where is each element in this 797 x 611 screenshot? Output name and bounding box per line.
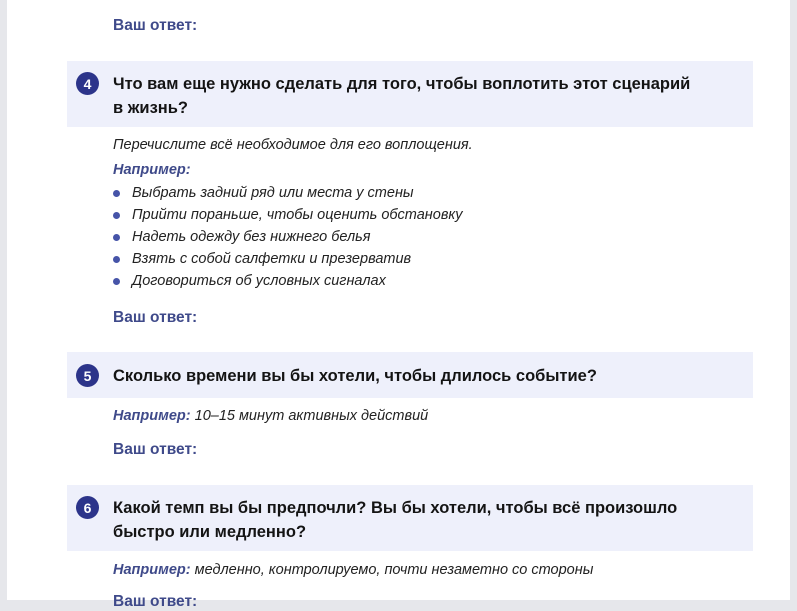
bullet-icon <box>113 212 120 219</box>
question-6-line-2: быстро или медленно? <box>113 523 307 541</box>
question-number-badge: 4 <box>76 72 99 95</box>
list-item: Прийти пораньше, чтобы оценить обстановку <box>113 204 463 226</box>
list-item: Взять с собой салфетки и презерватив <box>113 248 463 270</box>
question-6-text <box>113 496 733 544</box>
question-6-header <box>67 485 753 551</box>
bullet-icon <box>113 278 120 285</box>
question-6-example <box>113 562 593 578</box>
question-4-example-label: Например: <box>113 162 191 178</box>
answer-label-5: Ваш ответ: <box>113 441 198 458</box>
answer-label-6: Ваш ответ: <box>113 593 198 610</box>
question-5-example-text: 10–15 минут активных действий <box>194 408 429 424</box>
question-number-badge: 5 <box>76 364 99 387</box>
question-5-text <box>113 364 733 388</box>
bullet-icon <box>113 234 120 241</box>
question-4-instruction: Перечислите всё необходимое для его воплощения. <box>113 137 473 153</box>
list-item: Надеть одежду без нижнего белья <box>113 226 463 248</box>
question-number-badge: 6 <box>76 496 99 519</box>
worksheet-page <box>7 0 790 610</box>
answer-label-4: Ваш ответ: <box>113 309 198 326</box>
question-5-example-label: Например: <box>113 408 191 424</box>
question-5-header <box>67 352 753 398</box>
question-6-example-label: Например: <box>113 562 191 578</box>
question-4-line-2: в жизнь? <box>113 99 188 117</box>
question-5-example <box>113 408 428 424</box>
question-4-example-list <box>113 182 463 292</box>
list-item: Договориться об условных сигналах <box>113 270 463 292</box>
question-4-header <box>67 61 753 127</box>
bullet-icon <box>113 256 120 263</box>
list-item: Выбрать задний ряд или места у стены <box>113 182 463 204</box>
bullet-icon <box>113 190 120 197</box>
question-4-text <box>113 72 733 120</box>
question-4-line-1: Что вам еще нужно сделать для того, чтобы воплотить этот сценарий <box>113 75 691 93</box>
question-6-line-1: Какой темп вы бы предпочли? Вы бы хотели, чтобы всё произошло <box>113 499 678 517</box>
answer-label-prev: Ваш ответ: <box>113 17 198 34</box>
question-6-example-text: медленно, контролируемо, почти незаметно со стороны <box>194 562 594 578</box>
question-5-line-1: Сколько времени вы бы хотели, чтобы длилось событие? <box>113 367 597 385</box>
